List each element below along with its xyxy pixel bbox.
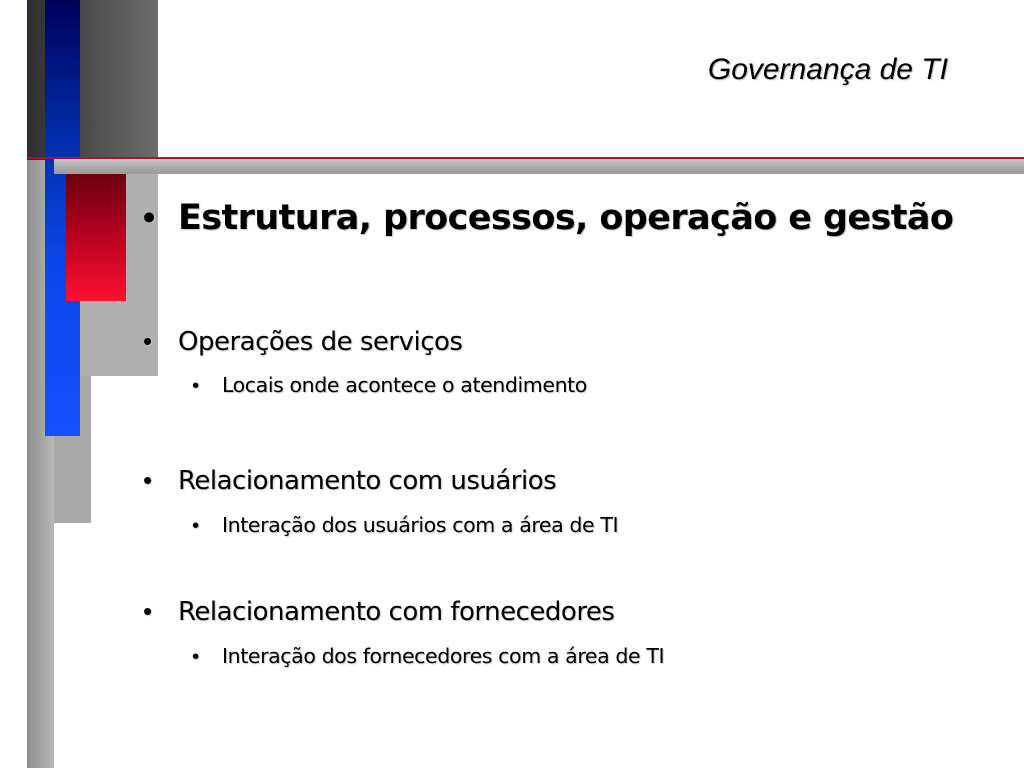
bullet-relacionamento-fornecedores — [143, 596, 614, 627]
bullet-text: Relacionamento com usuários — [178, 466, 557, 496]
slide-title: Governança de TI — [707, 53, 948, 86]
sub-bullet-locais — [192, 373, 587, 398]
sub-bullet-text: Locais onde acontece o atendimento — [222, 373, 587, 397]
sub-bullet-text: Interação dos fornecedores com a área de TI — [222, 644, 665, 668]
bullet-icon: • — [143, 198, 155, 237]
sub-bullet-interacao-usuarios — [192, 513, 618, 538]
bullet-text: Relacionamento com fornecedores — [178, 597, 615, 627]
header-divider-gray — [54, 159, 1024, 174]
bullet-text: Operações de serviços — [178, 327, 463, 357]
bullet-icon: • — [143, 326, 152, 356]
sub-bullet-icon: • — [192, 514, 199, 537]
sub-bullet-icon: • — [192, 645, 199, 668]
bullet-relacionamento-usuarios — [143, 465, 556, 496]
main-bullet-text: Estrutura, processos, operação e gestão — [178, 198, 954, 238]
sub-bullet-icon: • — [192, 374, 199, 397]
decor-bar-red — [66, 172, 126, 301]
sub-bullet-interacao-fornecedores — [192, 644, 664, 669]
bullet-operacoes-de-servicos — [143, 326, 462, 357]
sub-bullet-text: Interação dos usuários com a área de TI — [222, 513, 619, 537]
bullet-icon: • — [143, 465, 152, 495]
bullet-icon: • — [143, 596, 152, 626]
main-bullet — [143, 198, 953, 238]
